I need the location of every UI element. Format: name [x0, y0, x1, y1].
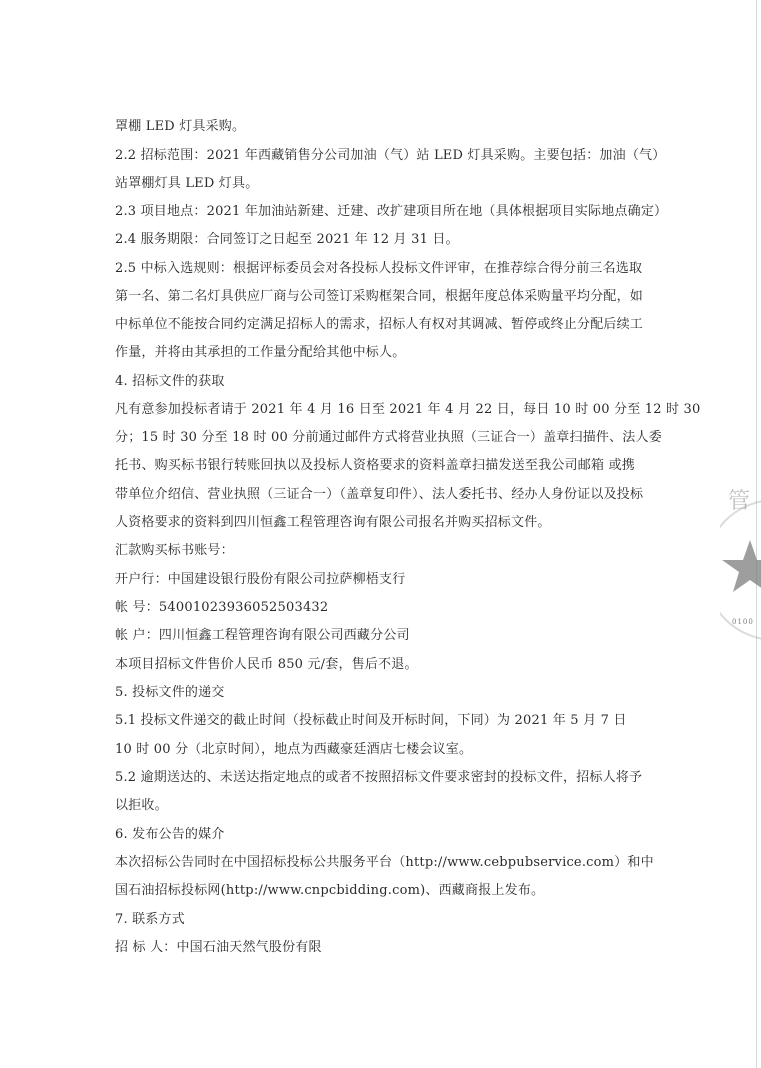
- text-line: 帐 号：54001023936052503432: [115, 600, 329, 615]
- text-line: 5.2 逾期送达的、未送达指定地点的或者不按照招标文件要求密封的投标文件，招标人将予: [115, 770, 643, 785]
- text-line: 凡有意参加投标者请于 2021 年 4 月 16 日至 2021 年 4 月 22 日，每日 10 时 00 分至 12 时 30: [115, 402, 701, 417]
- section-heading: 5. 投标文件的递交: [115, 685, 225, 700]
- text-line: 作量，并将由其承担的工作量分配给其他中标人。: [115, 345, 406, 360]
- text-line: 2.3 项目地点：2021 年加油站新建、迁建、改扩建项目所在地（具体根据项目实际地点确定）: [115, 204, 668, 219]
- text-line: 带单位介绍信、营业执照（三证合一）（盖章复印件）、法人委托书、经办人身份证以及投标: [115, 487, 644, 502]
- company-seal: [720, 480, 761, 660]
- text-line: 国石油招标投标网(http://www.cnpcbidding.com)、西藏商报上发布。: [115, 883, 545, 898]
- seal-text: 管: [728, 489, 751, 514]
- text-line: 2.5 中标入选规则：根据评标委员会对各投标人投标文件评审，在推荐综合得分前三名选取: [115, 261, 643, 276]
- text-line: 站罩棚灯具 LED 灯具。: [115, 176, 259, 191]
- text-line: 5.1 投标文件递交的截止时间（投标截止时间及开标时间，下同）为 2021 年 5 月 7 日: [115, 713, 627, 728]
- section-heading: 4. 招标文件的获取: [115, 374, 225, 389]
- text-line: 2.2 招标范围：2021 年西藏销售分公司加油（气）站 LED 灯具采购。主要包括：加油（气）: [115, 148, 666, 163]
- text-line: 2.4 服务期限：合同签订之日起至 2021 年 12 月 31 日。: [115, 232, 459, 247]
- text-line: 招 标 人：中国石油天然气股份有限: [115, 940, 322, 955]
- text-line: 汇款购买标书账号：: [115, 543, 234, 558]
- text-line: 开户行：中国建设银行股份有限公司拉萨柳梧支行: [115, 572, 406, 587]
- text-line: 本次招标公告同时在中国招标投标公共服务平台（http://www.cebpubservice.com）和中: [115, 855, 654, 870]
- text-line: 本项目招标文件售价人民币 850 元/套，售后不退。: [115, 657, 418, 672]
- text-line: 中标单位不能按合同约定满足招标人的需求，招标人有权对其调减、暂停或终止分配后续工: [115, 317, 644, 332]
- text-line: 第一名、第二名灯具供应厂商与公司签订采购框架合同，根据年度总体采购量平均分配，如: [115, 289, 644, 304]
- section-heading: 7. 联系方式: [115, 912, 185, 927]
- text-line: 以拒收。: [115, 798, 168, 813]
- text-line: 帐 户：四川恒鑫工程管理咨询有限公司西藏分公司: [115, 628, 410, 643]
- text-line: 人资格要求的资料到四川恒鑫工程管理咨询有限公司报名并购买招标文件。: [115, 515, 551, 530]
- text-line: 托书、购买标书银行转账回执以及投标人资格要求的资料盖章扫描发送至我公司邮箱 或携: [115, 458, 635, 473]
- seal-number: 0100: [732, 618, 754, 626]
- text-line: 10 时 00 分（北京时间），地点为西藏豪廷酒店七楼会议室。: [115, 742, 473, 757]
- section-heading: 6. 发布公告的媒介: [115, 827, 225, 842]
- text-line: 分；15 时 30 分至 18 时 00 分前通过邮件方式将营业执照（三证合一）盖章扫描件、法人委: [115, 430, 662, 445]
- text-line: 罩棚 LED 灯具采购。: [115, 119, 246, 134]
